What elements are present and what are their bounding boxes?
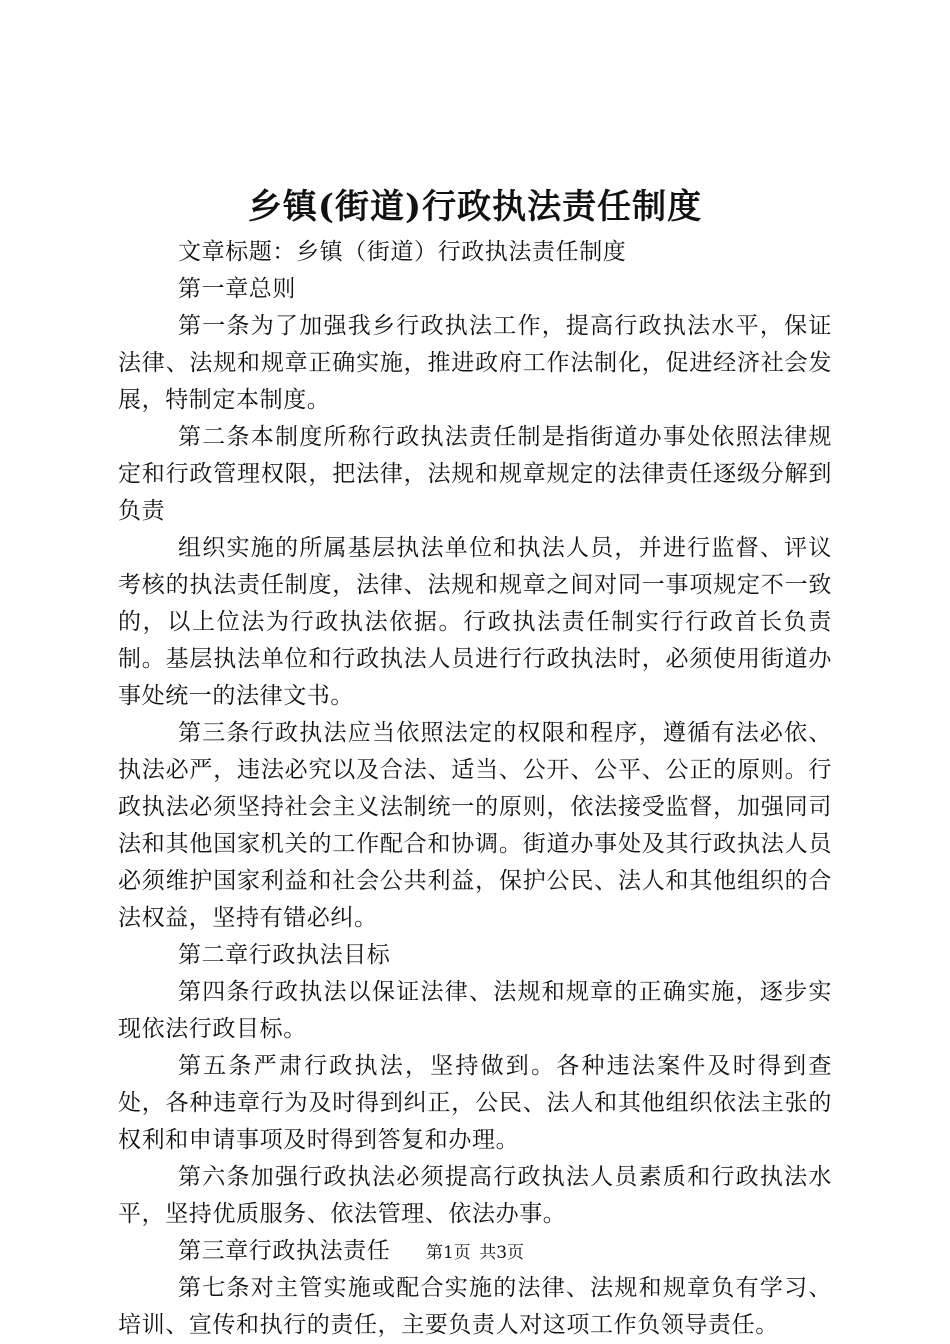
article-paragraph: 第一条为了加强我乡行政执法工作，提高行政执法水平，保证法律、法规和规章正确实施，推进政府工作法制化，促进经济社会发展，特制定本制度。 [118,313,832,413]
chapter-heading: 第二章行政执法目标 [178,942,391,968]
article-paragraph: 组织实施的所属基层执法单位和执法人员，并进行监督、评议考核的执法责任制度，法律、法规和规章之间对同一事项规定不一致的，以上位法为行政执法依据。行政执法责任制实行行政首长负责制。基层执法单位和行政执法人员进行行政执法时，必须使用街道办事处统一的法律文书。 [118,535,832,709]
article-paragraph: 第六条加强行政执法必须提高行政执法人员素质和行政执法水平，坚持优质服务、依法管理、依法办事。 [118,1164,832,1227]
article-heading-line: 文章标题：乡镇（街道）行政执法责任制度 [178,239,627,265]
document-title: 乡镇(街道)行政执法责任制度 [247,187,703,227]
article-paragraph: 第四条行政执法以保证法律、法规和规章的正确实施，逐步实现依法行政目标。 [118,979,832,1042]
article-paragraph: 第二条本制度所称行政执法责任制是指街道办事处依照法律规定和行政管理权限，把法律，法规和规章规定的法律责任逐级分解到负责 [118,424,832,524]
document-body [118,234,832,1344]
article-paragraph: 第七条对主管实施或配合实施的法律、法规和规章负有学习、培训、宣传和执行的责任，主要负责人对这项工作负领导责任。 [118,1275,832,1338]
chapter-heading: 第一章总则 [178,276,296,302]
article-paragraph: 第三条行政执法应当依照法定的权限和程序，遵循有法必依、执法必严，违法必究以及合法、适当、公开、公平、公正的原则。行政执法必须坚持社会主义法制统一的原则，依法接受监督，加强同司法和其他国家机关的工作配合和协调。街道办事处及其行政执法人员必须维护国家利益和社会公共利益，保护公民、法人和其他组织的合法权益，坚持有错必纠。 [118,720,832,931]
article-paragraph: 第五条严肃行政执法，坚持做到。各种违法案件及时得到查处，各种违章行为及时得到纠正，公民、法人和其他组织依法主张的权利和申请事项及时得到答复和办理。 [118,1053,832,1153]
chapter-heading: 第三章行政执法责任 [178,1238,391,1264]
page-number-footer: 第1页 共3页 [425,1243,525,1263]
